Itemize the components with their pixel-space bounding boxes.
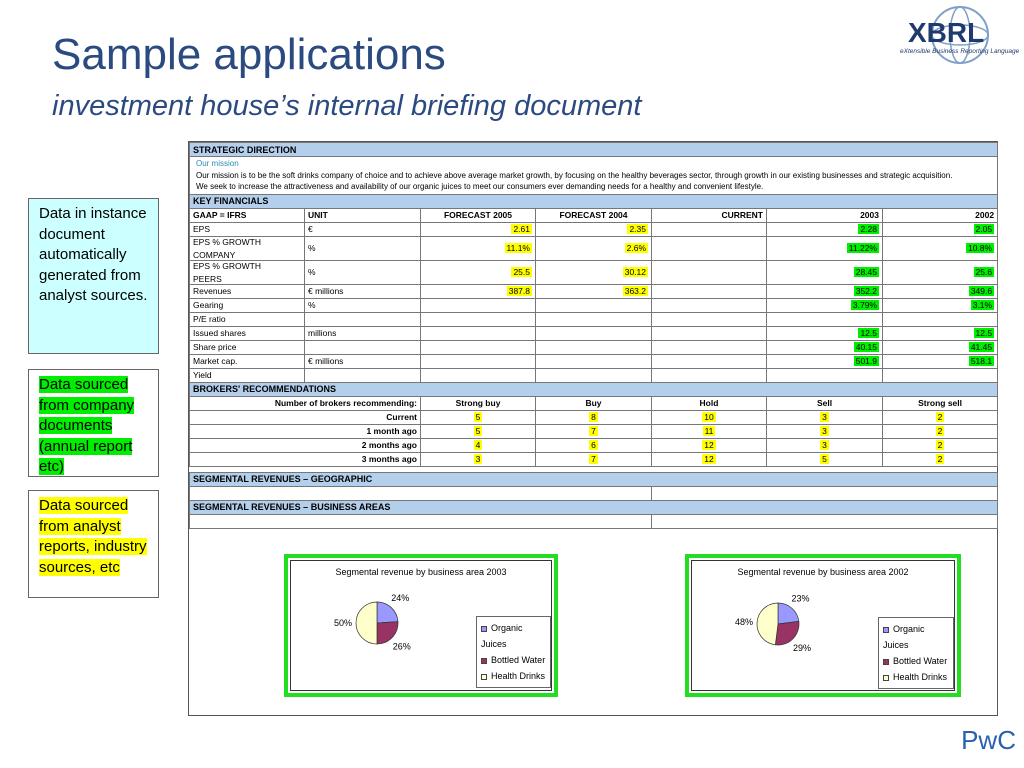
cell-value: millions	[308, 328, 337, 338]
cell-value: 40.15	[855, 342, 877, 352]
cell-value: 3.1%	[972, 300, 993, 310]
row-label-text: EPS % GROWTH	[193, 236, 262, 247]
pie-slice-organic-juices	[377, 602, 398, 623]
broker-count-cell	[421, 424, 536, 438]
cell-value: %	[308, 243, 316, 253]
legend-swatch	[481, 658, 487, 664]
forecast-2005-cell	[421, 354, 536, 368]
cell-value: 2.05	[975, 224, 993, 234]
logo-text: XBRL	[908, 17, 985, 48]
legend-swatch	[883, 659, 889, 665]
financials-row	[190, 298, 998, 312]
brokers-rows	[190, 410, 998, 466]
year-2002-cell	[883, 298, 998, 312]
col-strong-buy: Strong buy	[421, 396, 536, 410]
forecast-2005-cell	[421, 340, 536, 354]
financials-row	[190, 284, 998, 298]
forecast-2004-cell	[536, 222, 652, 236]
row-label-text: P/E ratio	[193, 314, 226, 324]
mission-label: Our mission	[196, 159, 239, 168]
brokers-row-label: 2 months ago	[190, 438, 421, 452]
legend-item	[481, 652, 546, 668]
forecast-2005-cell	[421, 222, 536, 236]
financials-rows	[190, 222, 998, 382]
broker-count-cell	[883, 452, 998, 466]
financials-row	[190, 236, 998, 260]
col-forecast-2005: FORECAST 2005	[421, 208, 536, 222]
legend-label: Organic Juices	[883, 624, 925, 650]
brokers-row-header: Number of brokers recommending:	[190, 396, 421, 410]
broker-count: 12	[704, 454, 714, 464]
col-2003: 2003	[767, 208, 883, 222]
year-2003-cell	[767, 354, 883, 368]
financials-row	[190, 368, 998, 382]
forecast-2005-cell	[421, 236, 536, 260]
unit-cell	[305, 260, 421, 284]
year-2002-cell	[883, 354, 998, 368]
year-2003-cell	[767, 298, 883, 312]
broker-count: 5	[475, 426, 481, 436]
unit-cell	[305, 354, 421, 368]
col-sell: Sell	[767, 396, 883, 410]
legend-label: Bottled Water	[491, 655, 546, 665]
cell-value: 2.28	[860, 224, 877, 234]
broker-count: 2	[937, 412, 943, 422]
year-2003-cell	[767, 368, 883, 382]
cell-value: € millions	[308, 286, 344, 296]
mission-text-2: We seek to increase the attractiveness and availability of our organic juices to meet our consumers ever demanding needs for a healthy and convenient lifestyle.	[196, 182, 764, 191]
row-label-text: Gearing	[193, 300, 224, 310]
current-cell	[652, 236, 767, 260]
year-2002-cell	[883, 340, 998, 354]
row-label-text: Share price	[193, 342, 237, 352]
col-gaap: GAAP = IFRS	[190, 208, 305, 222]
cell-value: 501.9	[855, 356, 877, 366]
callout-company-data	[28, 369, 159, 477]
broker-count: 3	[822, 412, 827, 422]
forecast-2004-cell	[536, 340, 652, 354]
year-2002-cell	[883, 326, 998, 340]
col-forecast-2004: FORECAST 2004	[536, 208, 652, 222]
row-label	[190, 260, 305, 284]
broker-count: 7	[591, 426, 596, 436]
cell-value: 11.1%	[506, 243, 530, 253]
row-label	[190, 236, 305, 260]
row-label-subtext: PEERS	[193, 273, 222, 284]
broker-count-cell	[421, 410, 536, 424]
year-2002-cell	[883, 260, 998, 284]
slide-title: Sample applications	[52, 30, 446, 79]
pwc-brand: PwC	[961, 725, 1016, 755]
legend-label: Health Drinks	[893, 672, 948, 682]
legend-item	[883, 653, 949, 669]
year-2003-cell	[767, 284, 883, 298]
legend-swatch	[481, 626, 487, 632]
forecast-2005-cell	[421, 326, 536, 340]
current-cell	[652, 368, 767, 382]
broker-count: 5	[822, 454, 827, 464]
financials-row	[190, 354, 998, 368]
cell-value: 3.79%	[852, 300, 877, 310]
unit-cell	[305, 284, 421, 298]
year-2003-cell	[767, 340, 883, 354]
year-2002-cell	[883, 222, 998, 236]
broker-count: 6	[591, 440, 596, 450]
row-label	[190, 326, 305, 340]
cell-value: 28.45	[855, 267, 877, 277]
forecast-2004-cell	[536, 260, 652, 284]
cell-value: 2.35	[629, 224, 646, 234]
row-label-text: Yield	[193, 370, 212, 380]
pie-data-label: 29%	[793, 643, 812, 654]
broker-count-cell	[652, 438, 767, 452]
forecast-2004-cell	[536, 236, 652, 260]
brokers-row	[190, 424, 998, 438]
cell-value: 349.6	[970, 286, 993, 296]
forecast-2004-cell	[536, 326, 652, 340]
callout-instance-data	[28, 198, 159, 354]
logo-tagline: eXtensible Business Reporting Language	[900, 48, 1020, 55]
pie-slice-bottled-water	[775, 621, 799, 645]
broker-count-cell	[652, 424, 767, 438]
unit-cell	[305, 368, 421, 382]
callout-text: Data sourced from company documents (annual report etc)	[39, 376, 135, 475]
forecast-2005-cell	[421, 298, 536, 312]
year-2003-cell	[767, 312, 883, 326]
col-2002: 2002	[883, 208, 998, 222]
legend-item	[481, 620, 546, 652]
broker-count: 10	[704, 412, 714, 422]
col-strong-sell: Strong sell	[883, 396, 998, 410]
cell-value: 518.1	[970, 356, 993, 366]
legend-item	[883, 621, 949, 653]
broker-count: 5	[475, 412, 481, 422]
brokers-row	[190, 410, 998, 424]
row-label	[190, 222, 305, 236]
cell-value: 2.6%	[626, 243, 646, 253]
pie-data-label: 23%	[791, 593, 810, 604]
financials-row	[190, 312, 998, 326]
row-label-subtext: COMPANY	[193, 249, 236, 260]
cell-value: 25.5	[513, 267, 530, 277]
row-label-text: Issued shares	[193, 328, 246, 338]
broker-count-cell	[767, 424, 883, 438]
section-brokers-heading: BROKERS' RECOMMENDATIONS	[190, 382, 998, 396]
broker-count: 3	[475, 454, 481, 464]
section-financials-heading: KEY FINANCIALS	[190, 194, 998, 208]
briefing-table	[189, 142, 998, 529]
section-strategic-heading: STRATEGIC DIRECTION	[190, 143, 998, 157]
forecast-2004-cell	[536, 312, 652, 326]
year-2002-cell	[883, 312, 998, 326]
cell-value: 25.6	[975, 267, 993, 277]
xbrl-logo	[898, 5, 1023, 75]
unit-cell	[305, 312, 421, 326]
financials-row	[190, 222, 998, 236]
year-2003-cell	[767, 326, 883, 340]
forecast-2005-cell	[421, 260, 536, 284]
legend-swatch	[883, 675, 889, 681]
callout-text: Data in instance document automatically generated from analyst sources.	[39, 205, 148, 304]
broker-count: 3	[822, 426, 827, 436]
pie-data-label: 50%	[333, 618, 353, 628]
row-label-text: EPS	[193, 224, 211, 234]
row-label	[190, 368, 305, 382]
broker-count-cell	[883, 438, 998, 452]
broker-count-cell	[421, 438, 536, 452]
legend-item	[481, 668, 546, 684]
broker-count: 8	[591, 412, 596, 422]
pie-chart-2003	[284, 554, 558, 697]
broker-count: 4	[475, 440, 481, 450]
cell-value: 363.2	[624, 286, 646, 296]
broker-count-cell	[536, 410, 652, 424]
mission-text-1: Our mission is to be the soft drinks company of choice and to achieve above average market growth, by focusing on the healthy beverages sector, through growth in our existing businesses and strategic acquisition.	[196, 170, 953, 180]
broker-count: 2	[937, 426, 943, 436]
unit-cell	[305, 222, 421, 236]
forecast-2004-cell	[536, 298, 652, 312]
broker-count: 12	[704, 440, 714, 450]
cell-value: 11.22%	[848, 243, 877, 253]
pie-data-label: 24%	[391, 593, 410, 604]
forecast-2004-cell	[536, 354, 652, 368]
year-2003-cell	[767, 260, 883, 284]
forecast-2004-cell	[536, 284, 652, 298]
pie-slice-organic-juices	[778, 603, 799, 624]
unit-cell	[305, 298, 421, 312]
chart-legend	[476, 616, 551, 688]
broker-count-cell	[652, 410, 767, 424]
brokers-row-label: 3 months ago	[190, 452, 421, 466]
broker-count-cell	[767, 438, 883, 452]
brokers-row-label: Current	[190, 410, 421, 424]
broker-count: 3	[822, 440, 827, 450]
pie-data-label: 48%	[735, 616, 754, 627]
financials-row	[190, 326, 998, 340]
col-buy: Buy	[536, 396, 652, 410]
mission-block	[190, 157, 998, 195]
cell-value: 2.61	[513, 224, 530, 234]
year-2002-cell	[883, 284, 998, 298]
unit-cell	[305, 326, 421, 340]
legend-label: Health Drinks	[491, 671, 546, 681]
cell-value: 387.8	[508, 286, 530, 296]
current-cell	[652, 260, 767, 284]
row-label-text: Revenues	[193, 286, 232, 296]
current-cell	[652, 312, 767, 326]
year-2002-cell	[883, 236, 998, 260]
cell-value: €	[308, 224, 313, 234]
callout-text: Data sourced from analyst reports, industry sources, etc	[39, 497, 147, 576]
broker-count-cell	[536, 424, 652, 438]
cell-value: 12.5	[860, 328, 877, 338]
pie-slice-health-drinks	[757, 603, 778, 645]
cell-value: 30.12	[624, 267, 646, 277]
current-cell	[652, 298, 767, 312]
brokers-row	[190, 452, 998, 466]
financials-row	[190, 340, 998, 354]
legend-label: Organic Juices	[481, 623, 523, 649]
broker-count-cell	[883, 410, 998, 424]
row-label	[190, 284, 305, 298]
forecast-2005-cell	[421, 284, 536, 298]
year-2003-cell	[767, 222, 883, 236]
broker-count: 7	[591, 454, 596, 464]
chart-title: Segmental revenue by business area 2002	[737, 567, 909, 577]
forecast-2004-cell	[536, 368, 652, 382]
financials-row	[190, 260, 998, 284]
broker-count-cell	[652, 452, 767, 466]
col-unit: UNIT	[305, 208, 421, 222]
brokers-row	[190, 438, 998, 452]
cell-value: 352.2	[855, 286, 877, 296]
cell-value: %	[308, 300, 316, 310]
broker-count-cell	[767, 410, 883, 424]
current-cell	[652, 340, 767, 354]
broker-count-cell	[767, 452, 883, 466]
legend-swatch	[883, 627, 889, 633]
col-hold: Hold	[652, 396, 767, 410]
col-current: CURRENT	[652, 208, 767, 222]
year-2003-cell	[767, 236, 883, 260]
current-cell	[652, 326, 767, 340]
row-label	[190, 340, 305, 354]
cell-value: 12.5	[975, 328, 993, 338]
unit-cell	[305, 236, 421, 260]
legend-swatch	[481, 674, 487, 680]
section-biz-heading: SEGMENTAL REVENUES – BUSINESS AREAS	[190, 500, 998, 514]
brokers-row-label: 1 month ago	[190, 424, 421, 438]
pie-data-label: 26%	[392, 641, 411, 652]
row-label	[190, 312, 305, 326]
pie-slice-health-drinks	[356, 602, 377, 644]
cell-value: %	[308, 267, 316, 277]
current-cell	[652, 222, 767, 236]
forecast-2005-cell	[421, 312, 536, 326]
chart-title: Segmental revenue by business area 2003	[335, 567, 507, 577]
unit-cell	[305, 340, 421, 354]
current-cell	[652, 354, 767, 368]
broker-count: 2	[937, 454, 943, 464]
row-label-text: Market cap.	[193, 356, 238, 366]
row-label	[190, 298, 305, 312]
legend-label: Bottled Water	[893, 656, 948, 666]
row-label-text: EPS % GROWTH	[193, 260, 262, 271]
row-label	[190, 354, 305, 368]
cell-value: 41.45	[970, 342, 993, 352]
cell-value: 10.8%	[967, 243, 993, 253]
legend-item	[883, 669, 949, 685]
briefing-document	[188, 141, 998, 716]
section-geo-heading: SEGMENTAL REVENUES – GEOGRAPHIC	[190, 472, 998, 486]
broker-count: 2	[937, 440, 943, 450]
year-2002-cell	[883, 368, 998, 382]
broker-count: 11	[704, 426, 714, 436]
chart-legend	[878, 617, 954, 689]
forecast-2005-cell	[421, 368, 536, 382]
cell-value: € millions	[308, 356, 344, 366]
current-cell	[652, 284, 767, 298]
broker-count-cell	[536, 438, 652, 452]
slide-subtitle: investment house’s internal briefing document	[52, 90, 642, 122]
broker-count-cell	[883, 424, 998, 438]
broker-count-cell	[421, 452, 536, 466]
broker-count-cell	[536, 452, 652, 466]
pie-chart-2002	[685, 554, 961, 697]
callout-analyst-data	[28, 490, 159, 598]
